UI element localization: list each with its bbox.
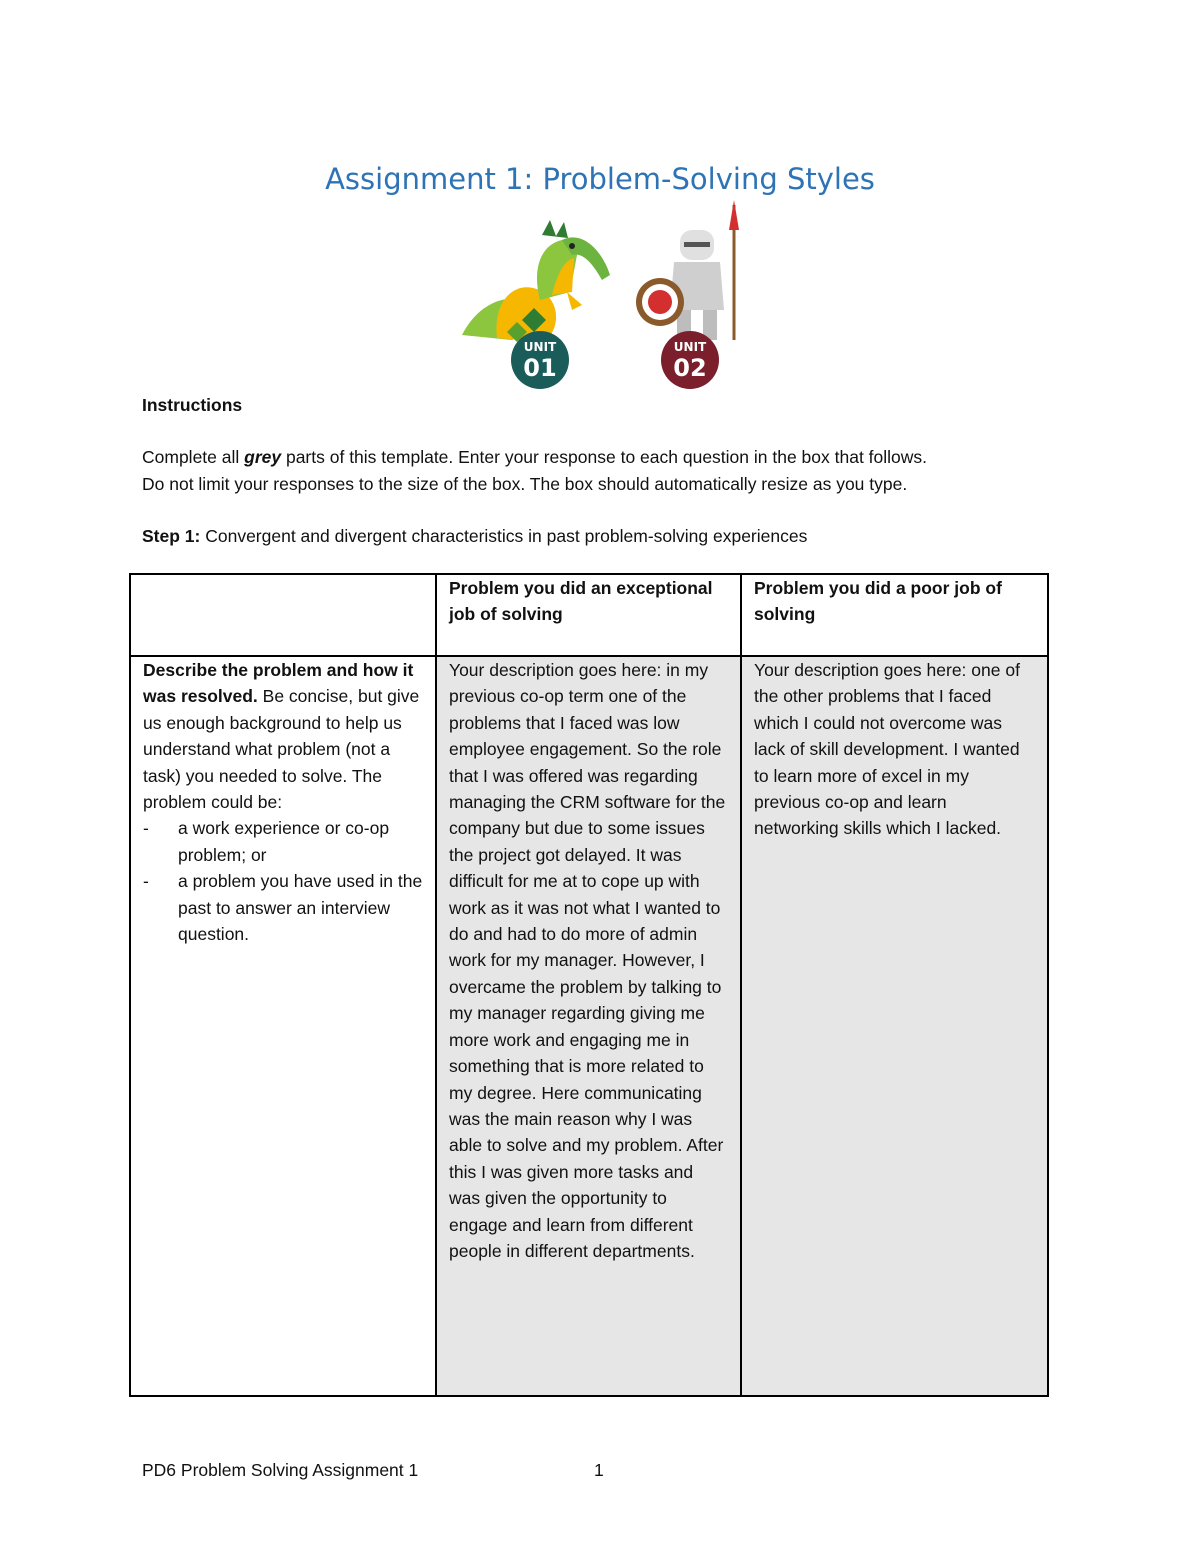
unit-illustration [452, 200, 752, 390]
answer-exceptional-cell[interactable]: Your description goes here: in my previous co-op term one of the problems that I faced was low employee engagement. So the role that I was offered was regarding managing the CRM software for the company but due to some issues the project got delayed. It was difficult for me at to cope up with work as it was not what I wanted to do and had to do more of admin work for my manager. However, I overcame the problem by talking to my manager regarding giving me more work and engaging me in something that is more related to my degree. Here communicating was the main reason why I was able to solve and my problem. After this I was given more tasks and was given the opportunity to engage and learn from different people in different departments. [436, 656, 741, 1396]
table-row [130, 656, 1048, 1396]
svg-text:UNIT: UNIT [673, 340, 707, 354]
page-title: Assignment 1: Problem-Solving Styles [325, 162, 875, 196]
dragon-icon [462, 220, 610, 342]
problem-type-list [143, 815, 423, 947]
footer-document-name: PD6 Problem Solving Assignment 1 [142, 1460, 419, 1480]
answer-poor-cell[interactable]: Your description goes here: one of the other problems that I faced which I could not overcome was lack of skill development. I wanted to learn more of excel in my previous co-op and learn networking skills which I lacked. [741, 656, 1048, 1396]
instructions-heading: Instructions [142, 395, 243, 415]
footer-page-number: 1 [594, 1460, 604, 1480]
svg-text:02: 02 [673, 354, 707, 382]
unit-01-badge [511, 331, 569, 389]
instructions-text [142, 444, 1062, 498]
table-header-row [130, 574, 1048, 656]
grey-emphasis: grey [244, 447, 282, 467]
instructions-line-1: Complete all grey parts of this template. Enter your response to each question in the box that follows. [142, 447, 928, 467]
response-table [129, 573, 1049, 1397]
instructions-line-2: Do not limit your responses to the size of the box. The box should automatically resize as you type. [142, 474, 908, 494]
header-poor: Problem you did a poor job of solving [741, 574, 1048, 656]
svg-text:01: 01 [523, 354, 557, 382]
empty-header-cell [130, 574, 436, 656]
knight-icon [636, 200, 739, 340]
question-cell: Describe the problem and how it was resolved. Be concise, but give us enough background to help us understand what problem (not a task) you needed to solve. The problem could be: - a work experience or co-op problem; or - a problem you have used in the past to answer an interview question. [130, 656, 436, 1396]
step-1-heading: Step 1: Convergent and divergent characteristics in past problem-solving experiences [142, 526, 808, 546]
list-item: - a problem you have used in the past to answer an interview question. [143, 868, 423, 947]
header-exceptional: Problem you did an exceptional job of solving [436, 574, 741, 656]
svg-text:UNIT: UNIT [523, 340, 557, 354]
list-item: - a work experience or co-op problem; or [143, 815, 423, 868]
unit-02-badge [661, 331, 719, 389]
